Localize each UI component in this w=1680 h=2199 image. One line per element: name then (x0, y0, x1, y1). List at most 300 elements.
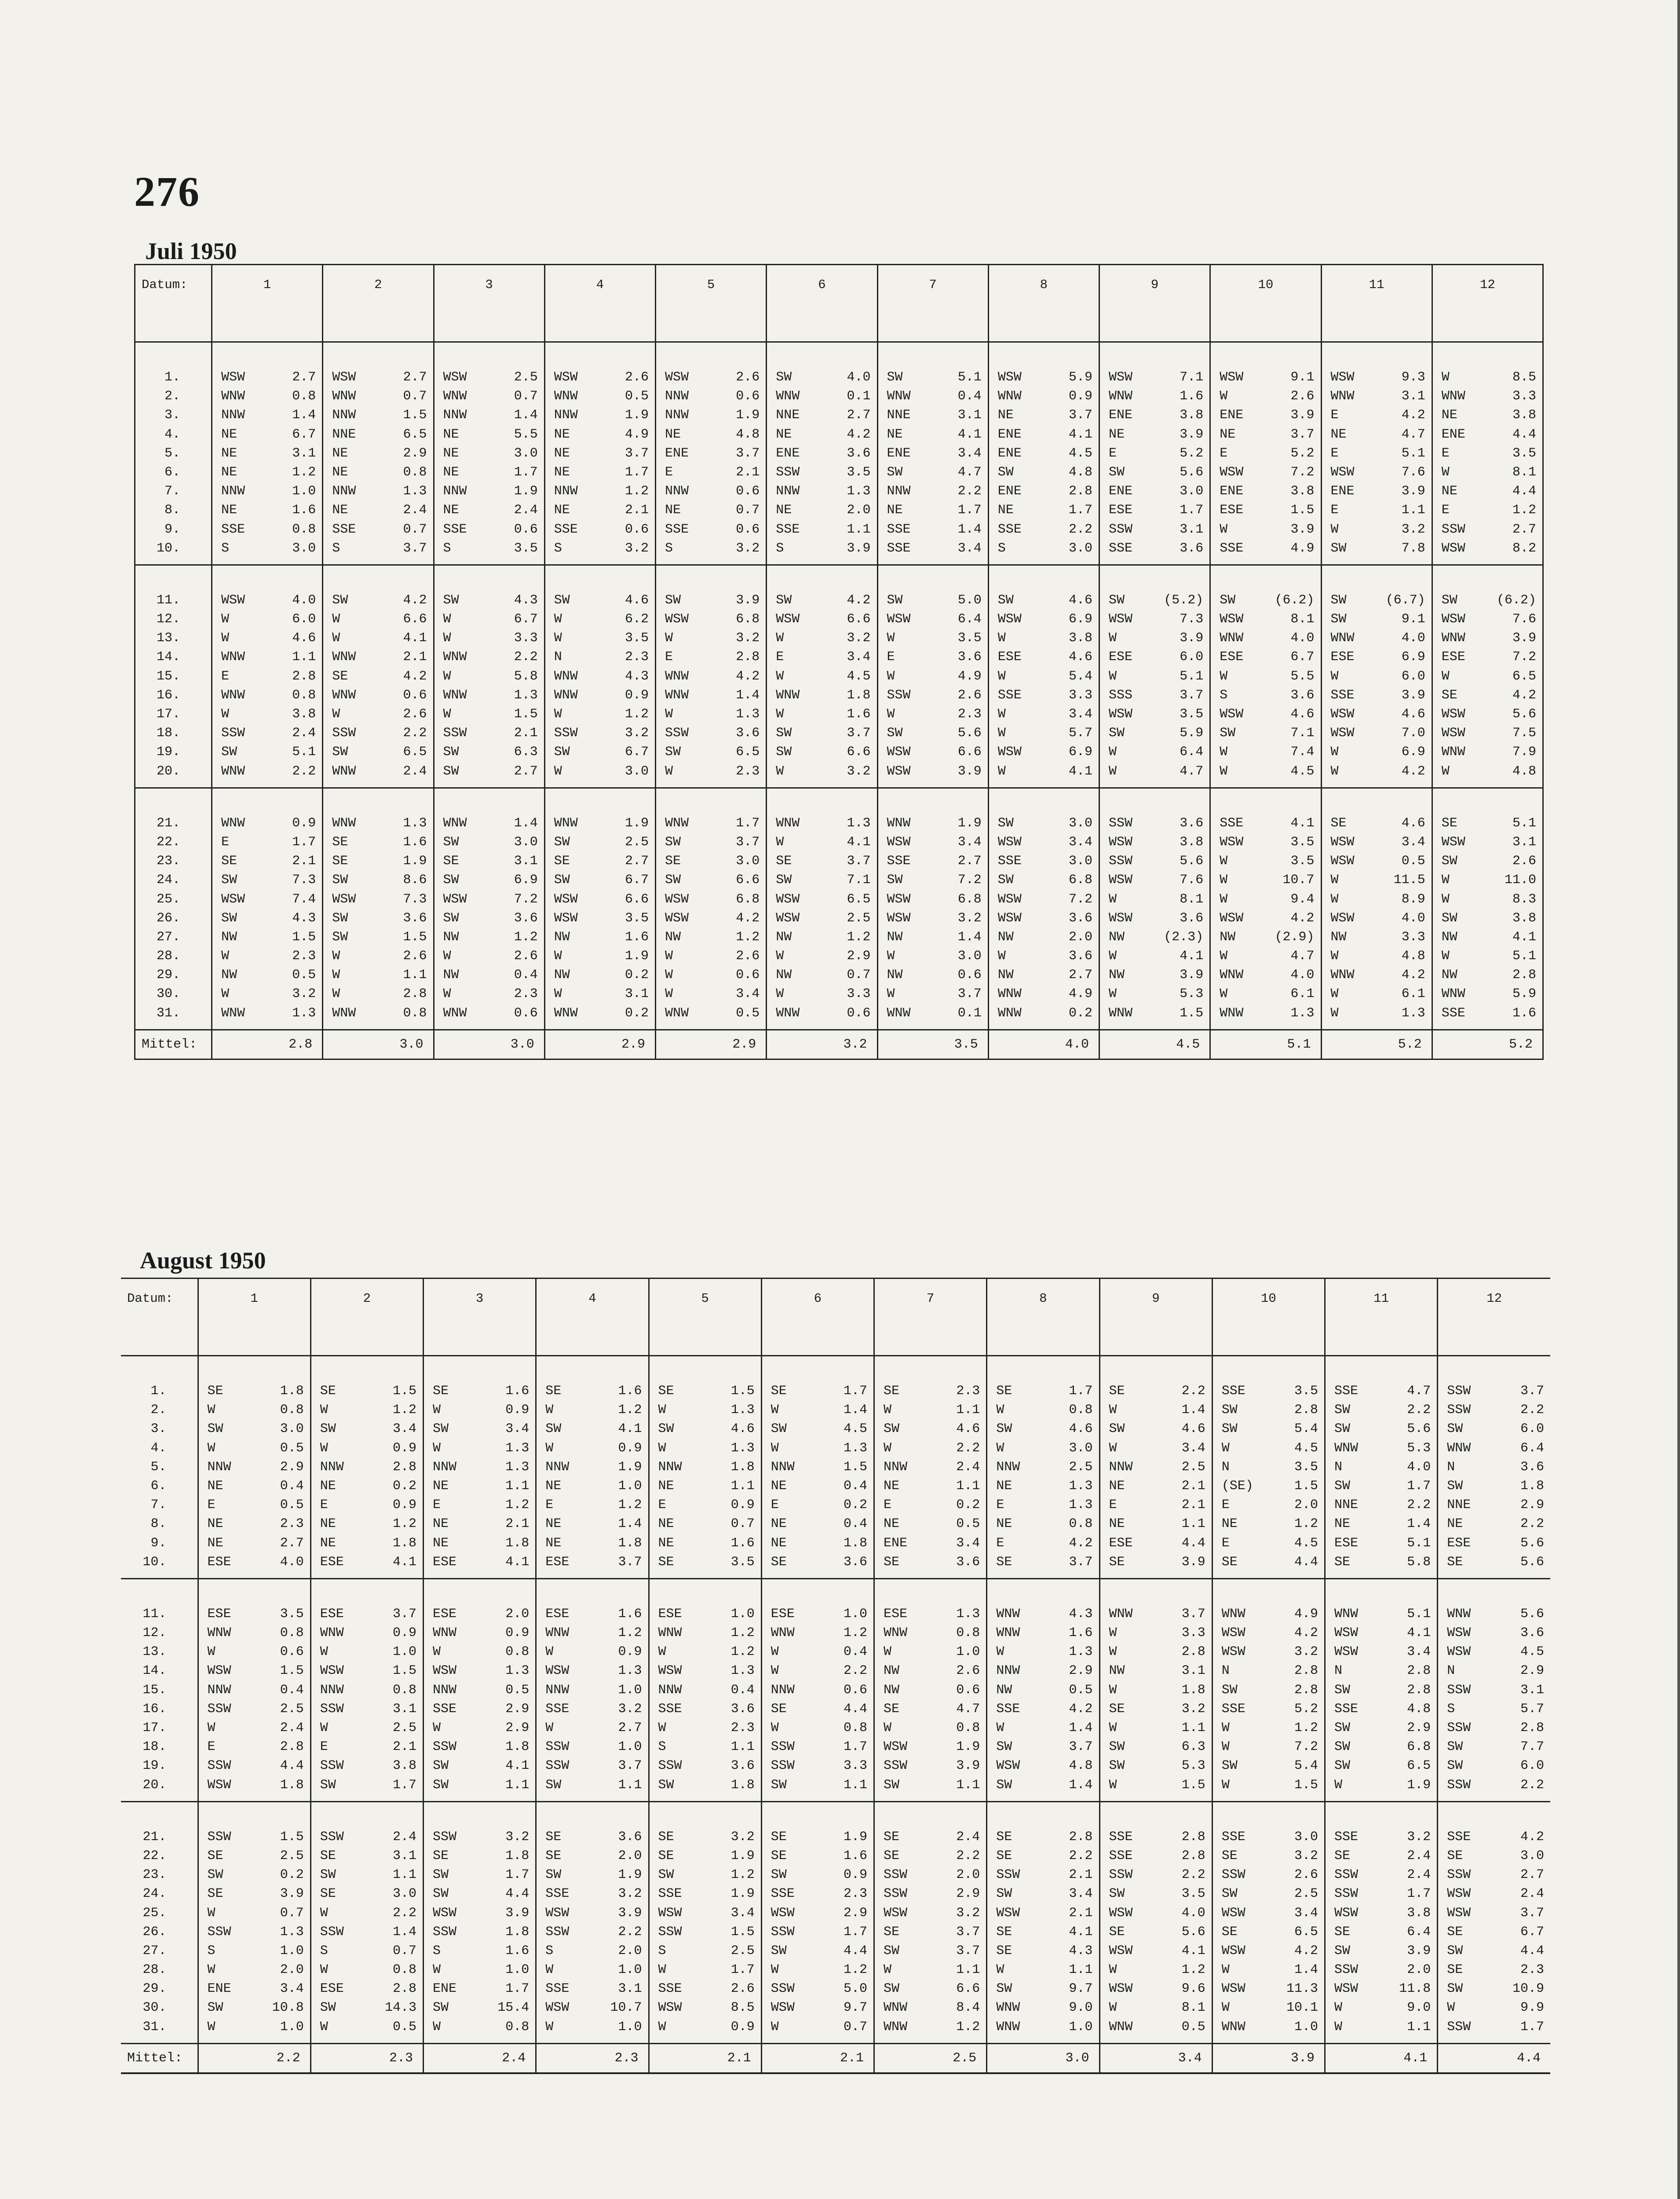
wind-direction: WSW (1109, 834, 1133, 850)
wind-observation (1213, 1477, 1324, 1496)
wind-observation (212, 501, 322, 520)
wind-speed: 6.5 (1407, 1758, 1431, 1774)
wind-direction: WSW (1221, 1626, 1245, 1641)
wind-speed: 7.2 (1512, 650, 1536, 665)
wind-speed: 4.6 (1069, 1421, 1093, 1437)
wind-observation (762, 1681, 873, 1700)
wind-speed: 0.6 (736, 389, 760, 404)
wind-direction: E (887, 650, 895, 665)
wind-direction: SE (320, 1848, 336, 1863)
wind-observation (762, 1923, 873, 1942)
day-label: 24. (156, 873, 180, 888)
wind-direction: WNW (996, 2019, 1020, 2035)
wind-observation (212, 406, 322, 425)
wind-observation (989, 743, 1099, 762)
wind-speed: 8.5 (1512, 370, 1536, 385)
wind-speed: 2.7 (1520, 1867, 1544, 1883)
wind-direction: SE (996, 1924, 1012, 1940)
wind-speed: 2.3 (292, 949, 316, 964)
wind-observation (199, 1643, 310, 1662)
wind-direction: SW (443, 745, 459, 760)
wind-observation (212, 686, 322, 705)
wind-direction: W (221, 631, 230, 646)
wind-speed: 4.3 (514, 592, 538, 608)
wind-observation (323, 444, 433, 463)
wind-speed: 8.5 (730, 2000, 755, 2016)
wind-observation (435, 985, 544, 1004)
wind-direction: W (545, 1644, 554, 1660)
wind-speed: 2.0 (505, 1606, 530, 1622)
wind-direction: WNW (221, 763, 245, 779)
wind-direction: SE (221, 854, 237, 869)
wind-observation (1326, 1439, 1437, 1458)
wind-observation (435, 667, 544, 686)
wind-direction: SSE (658, 1701, 682, 1717)
wind-observation (435, 833, 544, 852)
wind-speed: 0.5 (292, 968, 316, 983)
station-mean: 3.0 (323, 1030, 434, 1059)
wind-speed: 4.2 (1512, 687, 1536, 703)
wind-direction: WSW (884, 1905, 908, 1921)
wind-speed: 2.9 (505, 1720, 530, 1735)
wind-observation (424, 1515, 535, 1534)
wind-direction: SE (771, 1384, 787, 1399)
wind-direction: SSW (545, 1739, 570, 1755)
wind-speed: 3.5 (1294, 1384, 1318, 1399)
day-label: 11. (156, 592, 180, 608)
wind-speed: 5.3 (1180, 986, 1204, 1002)
wind-direction: SW (332, 873, 348, 888)
wind-direction: W (1220, 668, 1228, 684)
wind-speed: 6.3 (514, 745, 538, 760)
wind-observation (545, 852, 655, 871)
wind-speed: 6.6 (625, 891, 649, 907)
wind-observation (545, 406, 655, 425)
wind-direction: SE (771, 1701, 787, 1717)
wind-speed: 1.3 (505, 1459, 530, 1475)
wind-observation (435, 686, 544, 705)
wind-observation (323, 482, 433, 501)
wind-speed: 5.0 (843, 1981, 867, 1997)
day-label: 19. (142, 1758, 167, 1774)
wind-speed: 4.6 (1068, 592, 1092, 608)
wind-speed: 1.7 (625, 464, 649, 480)
wind-speed: 1.9 (1407, 1777, 1431, 1793)
wind-direction: WSW (1441, 707, 1465, 722)
wind-direction: SW (1334, 1720, 1351, 1735)
wind-observation (1438, 1515, 1550, 1534)
wind-speed: 3.4 (736, 986, 760, 1002)
wind-speed: 6.5 (403, 745, 427, 760)
wind-speed: 1.8 (730, 1459, 755, 1475)
wind-observation (878, 762, 988, 781)
wind-observation (323, 833, 433, 852)
wind-direction: W (320, 2019, 328, 2035)
wind-observation (989, 539, 1099, 558)
wind-speed: 3.5 (1181, 1886, 1205, 1902)
wind-direction: W (1330, 891, 1339, 907)
wind-direction: SSE (332, 522, 356, 537)
wind-direction: SW (554, 873, 570, 888)
wind-direction: SSW (658, 1758, 682, 1774)
wind-observation (537, 1477, 648, 1496)
day-label: 21. (142, 1829, 167, 1845)
wind-observation (878, 928, 988, 947)
wind-speed: 3.9 (618, 1905, 642, 1921)
wind-observation (311, 1847, 423, 1866)
wind-speed: 4.0 (1181, 1905, 1205, 1921)
wind-observation (875, 1866, 986, 1885)
wind-direction: NNW (433, 1459, 457, 1475)
wind-direction: NNW (658, 1459, 682, 1475)
wind-observation (1100, 1624, 1212, 1643)
wind-direction: S (658, 1739, 666, 1755)
wind-observation (987, 1998, 1099, 2017)
wind-speed: 5.1 (1401, 446, 1425, 461)
wind-observation (199, 1942, 310, 1961)
wind-observation (545, 368, 655, 387)
wind-direction: N (554, 650, 562, 665)
wind-speed: 3.2 (625, 726, 649, 741)
wind-direction: WNW (332, 389, 356, 404)
wind-direction: NE (1109, 1478, 1125, 1494)
wind-direction: NNW (996, 1459, 1020, 1475)
wind-observation (424, 1401, 535, 1420)
wind-speed: 0.7 (843, 2019, 867, 2035)
wind-observation (987, 1942, 1099, 1961)
wind-direction: NNW (332, 408, 356, 423)
wind-direction: WSW (207, 1663, 231, 1679)
station-mean: 3.5 (877, 1030, 988, 1059)
wind-observation (1211, 686, 1320, 705)
wind-observation (424, 1847, 535, 1866)
wind-direction: W (996, 1720, 1004, 1735)
wind-observation (650, 1828, 761, 1847)
wind-observation (1211, 482, 1320, 501)
wind-speed: 3.7 (1520, 1905, 1544, 1921)
wind-observation (1100, 814, 1209, 833)
wind-speed: 1.5 (1294, 1777, 1318, 1793)
wind-speed: 4.1 (957, 427, 982, 442)
wind-observation (875, 1496, 986, 1515)
wind-speed: 5.6 (1180, 854, 1204, 869)
wind-observation (656, 610, 766, 629)
wind-direction: SSW (443, 726, 467, 741)
wind-direction: SSE (545, 1886, 570, 1902)
wind-observation (767, 368, 877, 387)
wind-speed: 5.6 (1512, 707, 1536, 722)
wind-speed: 9.7 (843, 2000, 867, 2016)
wind-speed: 4.7 (1290, 949, 1315, 964)
wind-speed: 3.0 (392, 1886, 416, 1902)
wind-speed: 8.3 (1512, 891, 1536, 907)
wind-observation (875, 1515, 986, 1534)
wind-direction: SE (776, 854, 792, 869)
wind-speed: 5.6 (1520, 1554, 1544, 1570)
wind-direction: SSW (1447, 1682, 1471, 1698)
wind-observation (323, 852, 433, 871)
wind-observation (1433, 743, 1542, 762)
wind-direction: SE (545, 1848, 562, 1863)
wind-speed: 4.4 (1294, 1554, 1318, 1570)
wind-direction: WNW (887, 389, 911, 404)
wind-observation (1438, 1904, 1550, 1923)
wind-observation (878, 947, 988, 966)
wind-observation (875, 1643, 986, 1662)
wind-observation (323, 966, 433, 985)
wind-direction: NNW (665, 389, 689, 404)
wind-observation (987, 1681, 1099, 1700)
wind-direction: SE (884, 1829, 900, 1845)
wind-direction: (SE) (1221, 1478, 1253, 1494)
wind-observation (311, 1458, 423, 1477)
wind-observation (1326, 1458, 1437, 1477)
wind-observation (989, 425, 1099, 444)
wind-speed: 2.8 (1294, 1403, 1318, 1418)
wind-observation (212, 387, 322, 406)
wind-speed: 2.2 (292, 763, 316, 779)
wind-direction: SE (433, 1848, 449, 1863)
wind-speed: 0.9 (505, 1626, 530, 1641)
wind-speed: 1.9 (514, 484, 538, 499)
wind-observation (311, 1515, 423, 1534)
wind-direction: NNE (887, 408, 911, 423)
wind-observation (767, 425, 877, 444)
wind-observation (435, 762, 544, 781)
wind-direction: WNW (771, 1626, 795, 1641)
wind-direction: NE (1109, 427, 1125, 442)
wind-observation (878, 444, 988, 463)
day-label: 26. (156, 910, 180, 926)
wind-direction: E (207, 1498, 215, 1513)
wind-speed: 3.7 (618, 1758, 642, 1774)
wind-observation (989, 947, 1099, 966)
wind-speed: 0.6 (403, 687, 427, 703)
wind-speed: 1.1 (956, 1478, 980, 1494)
wind-direction: W (1109, 631, 1117, 646)
wind-direction: NE (1447, 1516, 1463, 1532)
wind-direction: W (1441, 763, 1450, 779)
wind-observation (1326, 1961, 1437, 1980)
wind-direction: WNW (554, 389, 578, 404)
wind-observation (199, 1420, 310, 1439)
wind-observation (435, 629, 544, 648)
wind-speed: 1.1 (956, 1962, 980, 1978)
wind-speed: 2.0 (618, 1943, 642, 1958)
wind-observation (656, 890, 766, 909)
wind-direction: SW (221, 745, 237, 760)
wind-observation (1322, 762, 1432, 781)
wind-observation (1326, 1420, 1437, 1439)
wind-direction: WSW (1330, 910, 1355, 926)
wind-speed: 3.4 (1181, 1440, 1205, 1456)
wind-observation (1211, 406, 1320, 425)
wind-observation (1213, 1534, 1324, 1553)
wind-speed: 1.8 (280, 1777, 304, 1793)
wind-speed: 0.2 (1068, 1005, 1092, 1021)
wind-speed: 4.6 (1068, 650, 1092, 665)
wind-direction: NE (1109, 1516, 1125, 1532)
wind-speed: 11.5 (1393, 873, 1425, 888)
wind-direction: WSW (887, 763, 911, 779)
wind-speed: 1.3 (847, 484, 871, 499)
wind-observation (212, 667, 322, 686)
wind-observation (1100, 1904, 1212, 1923)
day-label: 25. (142, 1905, 167, 1921)
wind-direction: W (1330, 763, 1339, 779)
wind-observation (1322, 425, 1432, 444)
wind-observation (1438, 1961, 1550, 1980)
wind-speed: 1.2 (618, 1403, 642, 1418)
wind-speed: 4.1 (392, 1554, 416, 1570)
wind-observation (323, 743, 433, 762)
wind-speed: 4.6 (292, 631, 316, 646)
station-header-2: 2 (310, 1278, 423, 1356)
wind-observation (1100, 1847, 1212, 1866)
wind-direction: SW (1441, 592, 1457, 608)
wind-speed: 1.7 (1407, 1478, 1431, 1494)
wind-speed: 4.2 (1294, 1943, 1318, 1958)
wind-observation (650, 1420, 761, 1439)
wind-speed: 3.7 (847, 854, 871, 869)
wind-direction: WSW (1109, 707, 1133, 722)
wind-observation (1100, 1534, 1212, 1553)
wind-direction: WNW (996, 1626, 1020, 1641)
wind-speed: 2.8 (1407, 1663, 1431, 1679)
wind-speed: 5.1 (1407, 1535, 1431, 1551)
wind-speed: 1.8 (392, 1535, 416, 1551)
wind-direction: SW (887, 370, 903, 385)
wind-direction: WNW (332, 815, 356, 831)
wind-observation (545, 591, 655, 610)
wind-observation (212, 1004, 322, 1023)
wind-direction: WSW (1109, 1943, 1133, 1958)
wind-speed: 1.2 (843, 1626, 867, 1641)
wind-observation (311, 1605, 423, 1624)
wind-speed: 3.6 (1068, 910, 1092, 926)
wind-speed: 2.1 (1069, 1867, 1093, 1883)
wind-observation (767, 482, 877, 501)
wind-speed: 6.5 (736, 745, 760, 760)
wind-direction: WSW (1334, 1905, 1359, 1921)
station-header-9: 9 (1099, 265, 1210, 342)
wind-speed: 1.3 (1069, 1644, 1093, 1660)
wind-observation (323, 1004, 433, 1023)
wind-observation (875, 1923, 986, 1942)
wind-observation (1433, 852, 1542, 871)
wind-speed: 5.7 (1520, 1701, 1544, 1717)
wind-speed: 3.0 (1069, 1440, 1093, 1456)
wind-speed: 4.2 (1069, 1535, 1093, 1551)
wind-observation (1438, 1477, 1550, 1496)
wind-observation (424, 1553, 535, 1572)
wind-observation (537, 1401, 648, 1420)
wind-observation (435, 444, 544, 463)
wind-direction: WSW (1221, 1981, 1245, 1997)
wind-observation (1326, 1757, 1437, 1775)
wind-direction: W (443, 707, 451, 722)
wind-direction: WSW (554, 910, 578, 926)
wind-observation (1433, 814, 1542, 833)
wind-direction: SW (1447, 1758, 1463, 1774)
wind-speed: 5.4 (1294, 1421, 1318, 1437)
wind-direction: ESE (884, 1606, 908, 1622)
wind-observation (1100, 482, 1209, 501)
wind-direction: W (1109, 1644, 1117, 1660)
wind-speed: 7.3 (1180, 612, 1204, 627)
wind-observation (767, 387, 877, 406)
wind-direction: NE (884, 1478, 900, 1494)
wind-direction: ENE (776, 446, 800, 461)
wind-observation (1100, 1961, 1212, 1980)
wind-speed: 1.3 (514, 687, 538, 703)
wind-speed: 0.8 (280, 1626, 304, 1641)
wind-direction: WSW (1109, 873, 1133, 888)
wind-speed: 4.3 (1069, 1606, 1093, 1622)
wind-observation (650, 1624, 761, 1643)
wind-direction: W (771, 1644, 779, 1660)
wind-observation (656, 425, 766, 444)
wind-speed: 0.8 (956, 1720, 980, 1735)
wind-speed: 1.2 (618, 1498, 642, 1513)
wind-direction: SE (545, 1384, 562, 1399)
wind-observation (878, 406, 988, 425)
wind-direction: WSW (996, 1905, 1020, 1921)
wind-direction: NE (443, 464, 459, 480)
wind-direction: E (1330, 446, 1339, 461)
wind-direction: W (1109, 1720, 1117, 1735)
wind-direction: SE (658, 1829, 674, 1845)
wind-speed: 4.3 (625, 668, 649, 684)
wind-observation (1438, 1885, 1550, 1903)
wind-direction: SE (771, 1848, 787, 1863)
wind-observation (878, 724, 988, 743)
wind-observation (875, 1534, 986, 1553)
wind-direction: NE (554, 427, 570, 442)
wind-speed: 4.1 (1069, 1924, 1093, 1940)
wind-direction: WSW (1220, 834, 1244, 850)
wind-speed: 2.7 (514, 763, 538, 779)
wind-observation (1211, 539, 1320, 558)
wind-observation (435, 425, 544, 444)
wind-observation (767, 852, 877, 871)
wind-direction: SW (658, 1867, 674, 1883)
wind-speed: 1.2 (730, 1644, 755, 1660)
wind-direction: WSW (658, 1663, 682, 1679)
wind-direction: SW (1447, 1478, 1463, 1494)
wind-observation (767, 909, 877, 928)
wind-speed: 4.4 (1181, 1535, 1205, 1551)
wind-direction: NE (207, 1516, 223, 1532)
datum-header: Datum: (135, 265, 212, 342)
wind-observation (650, 1998, 761, 2017)
wind-speed: 4.0 (1290, 631, 1315, 646)
wind-direction: ESE (320, 1981, 344, 1997)
wind-direction: WSW (665, 910, 689, 926)
wind-direction: W (1221, 1440, 1230, 1456)
wind-direction: WNW (997, 986, 1022, 1002)
wind-observation (1100, 1004, 1209, 1023)
wind-speed: 0.2 (956, 1498, 980, 1513)
wind-direction: S (207, 1943, 215, 1958)
wind-observation (1433, 947, 1542, 966)
wind-direction: E (221, 834, 230, 850)
wind-observation (199, 1662, 310, 1680)
wind-direction: WSW (997, 370, 1022, 385)
wind-observation (199, 1904, 310, 1923)
wind-direction: ESE (207, 1606, 231, 1622)
wind-direction: SSW (1334, 1867, 1359, 1883)
